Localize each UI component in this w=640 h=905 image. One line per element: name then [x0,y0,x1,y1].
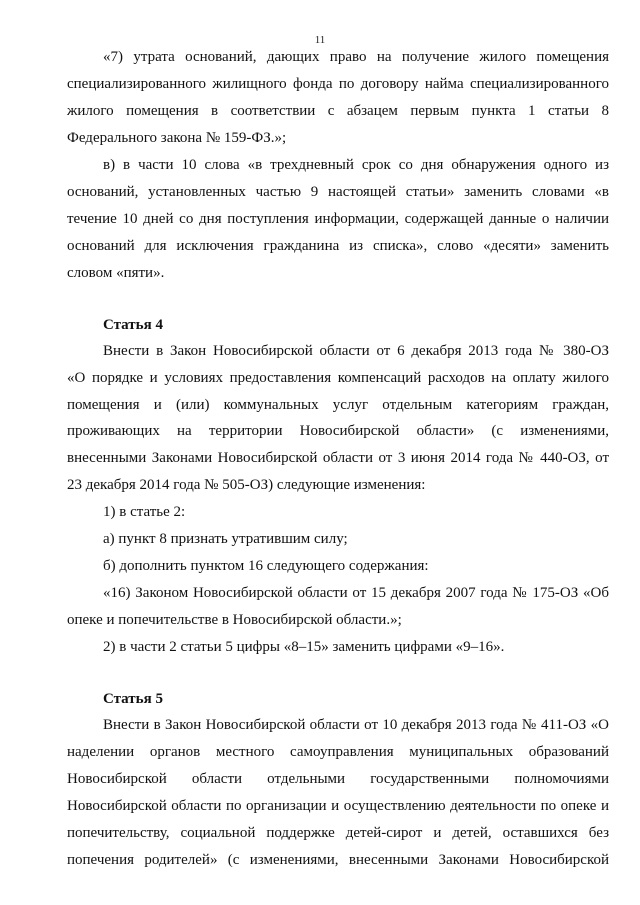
text-line: Новосибирской области отдельными государственными полномочиями [67,771,609,787]
text-line: попечительству, социальной поддержке детей-сирот и детей, оставшихся без [67,825,609,841]
text-line: течение 10 дней со дня поступления информации, содержащей данные о наличии [67,211,609,227]
text-line: 23 декабря 2014 года № 505-ОЗ) следующие изменения: [67,477,426,493]
text-line: специализированного жилищного фонда по договору найма специализированного [67,76,609,92]
text-line: в) в части 10 слова «в трехдневный срок со дня обнаружения одного из [103,157,609,173]
text-line: Внести в Закон Новосибирской области от 6 декабря 2013 года № 380-ОЗ [103,343,609,359]
text-line: 1) в статье 2: [103,504,186,520]
text-line: «16) Законом Новосибирской области от 15 декабря 2007 года № 175-ОЗ «Об [103,585,609,601]
text-line: а) пункт 8 признать утратившим силу; [103,531,348,547]
text-line: попечения родителей» (с изменениями, внесенными Законами Новосибирской [67,852,609,868]
text-line: проживающих на территории Новосибирской области» (с изменениями, [67,423,609,439]
article-heading: Статья 5 [103,691,163,707]
text-line: Федерального закона № 159-ФЗ.»; [67,130,287,146]
article-heading: Статья 4 [103,317,163,333]
text-line: б) дополнить пунктом 16 следующего содержания: [103,558,429,574]
text-line: «7) утрата оснований, дающих право на получение жилого помещения [103,49,609,65]
text-line: Новосибирской области по организации и осуществлению деятельности по опеке и [67,798,609,814]
page-number: 11 [314,34,326,46]
text-line: оснований, установленных частью 9 настоящей статьи» заменить словами «в [67,184,609,200]
text-line: опеке и попечительстве в Новосибирской области.»; [67,612,402,628]
text-line: внесенными Законами Новосибирской области от 3 июня 2014 года № 440-ОЗ, от [67,450,609,466]
text-line: 2) в части 2 статьи 5 цифры «8–15» заменить цифрами «9–16». [103,639,505,655]
text-line: жилого помещения в соответствии с абзацем первым пункта 1 статьи 8 [67,103,609,119]
text-line: оснований для исключения гражданина из списка», слово «десяти» заменить [67,238,609,254]
text-line: Внести в Закон Новосибирской области от 10 декабря 2013 года № 411-ОЗ «О [103,717,609,733]
text-line: помещения и (или) коммунальных услуг отдельным категориям граждан, [67,397,609,413]
text-line: словом «пяти». [67,265,165,281]
text-line: наделении органов местного самоуправления муниципальных образований [67,744,609,760]
text-line: «О порядке и условиях предоставления компенсаций расходов на оплату жилого [67,370,609,386]
